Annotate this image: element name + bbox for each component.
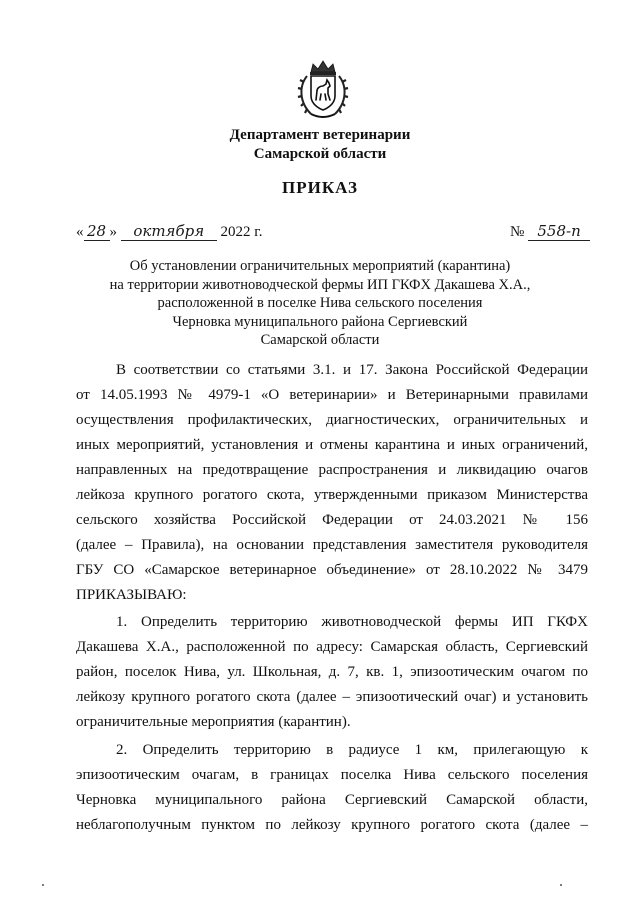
date-month-handwritten: октября <box>121 222 217 241</box>
document-title: ПРИКАЗ <box>282 178 358 197</box>
subject-line: расположенной в поселке Нива сельского поселения <box>157 295 483 311</box>
coat-of-arms-emblem <box>295 58 351 122</box>
body-line: иных мероприятий, установления и отмены карантина и иных ограничений, <box>76 437 588 453</box>
body-line: ограничительные мероприятия (карантин). <box>76 714 351 730</box>
preamble-paragraph <box>76 358 588 608</box>
date-day-handwritten: 28 <box>84 222 110 241</box>
body-line: район, поселок Нива, ул. Школьная, д. 7, кв. 1, эпизоотическим очагом по <box>76 664 588 680</box>
subject-line: Самарской области <box>260 332 380 348</box>
subject-line: Об установлении ограничительных мероприятий (карантина) <box>129 258 511 274</box>
date-close-quote: » <box>109 224 117 240</box>
date-open-quote: « <box>76 224 84 240</box>
body-line: неблагополучным пунктом по лейкозу крупного рогатого скота (далее – <box>76 817 588 833</box>
order-item-1 <box>76 610 588 735</box>
order-number-field <box>510 222 590 241</box>
body-line: направленных на предотвращение распространения и ликвидацию очагов <box>76 462 588 478</box>
order-command: ПРИКАЗЫВАЮ: <box>76 587 187 603</box>
order-number-handwritten: 558-п <box>528 222 590 241</box>
body-line: лейкозу крупного рогатого скота (далее – эпизоотический очаг) и установить <box>76 689 588 705</box>
scan-speck <box>42 884 44 886</box>
body-line: 2. Определить территорию в радиусе 1 км, прилегающую к <box>116 742 588 758</box>
scan-speck <box>560 884 562 886</box>
date-year: 2022 г. <box>220 224 263 240</box>
body-line: 1. Определить территорию животноводческой фермы ИП ГКФХ <box>116 614 588 630</box>
body-line: (далее – Правила), на основании представления заместителя руководителя <box>76 537 588 553</box>
body-line: сельского хозяйства Российской Федерации от 24.03.2021 № 156 <box>76 512 588 528</box>
order-subject <box>0 257 640 350</box>
body-line: Черновка муниципального района Сергиевский Самарской области, <box>76 792 588 808</box>
subject-line: на территории животноводческой фермы ИП ГКФХ Дакашева Х.А., <box>109 276 531 293</box>
order-item-2 <box>76 738 588 838</box>
order-number-label: № <box>510 224 525 240</box>
department-name-line1: Департамент ветеринарии <box>229 127 411 143</box>
body-line: Дакашева Х.А., расположенной по адресу: Самарская область, Сергиевский <box>76 639 588 655</box>
body-line: В соответствии со статьями 3.1. и 17. Закона Российской Федерации <box>116 362 588 378</box>
body-line: ГБУ СО «Самарское ветеринарное объединение» от 28.10.2022 № 3479 <box>76 562 588 578</box>
date-field <box>76 222 262 241</box>
subject-line: Черновка муниципального района Сергиевский <box>172 313 468 330</box>
body-line: от 14.05.1993 № 4979-1 «О ветеринарии» и Ветеринарными правилами <box>76 387 588 403</box>
body-line: лейкоза крупного рогатого скота, утвержденными приказом Министерства <box>76 487 588 503</box>
body-line: осуществления профилактических, диагностических, ограничительных и <box>76 412 588 428</box>
body-line: эпизоотическим очагам, в границах поселка Нива сельского поселения <box>76 767 588 783</box>
department-name-line2: Самарской области <box>253 146 387 162</box>
